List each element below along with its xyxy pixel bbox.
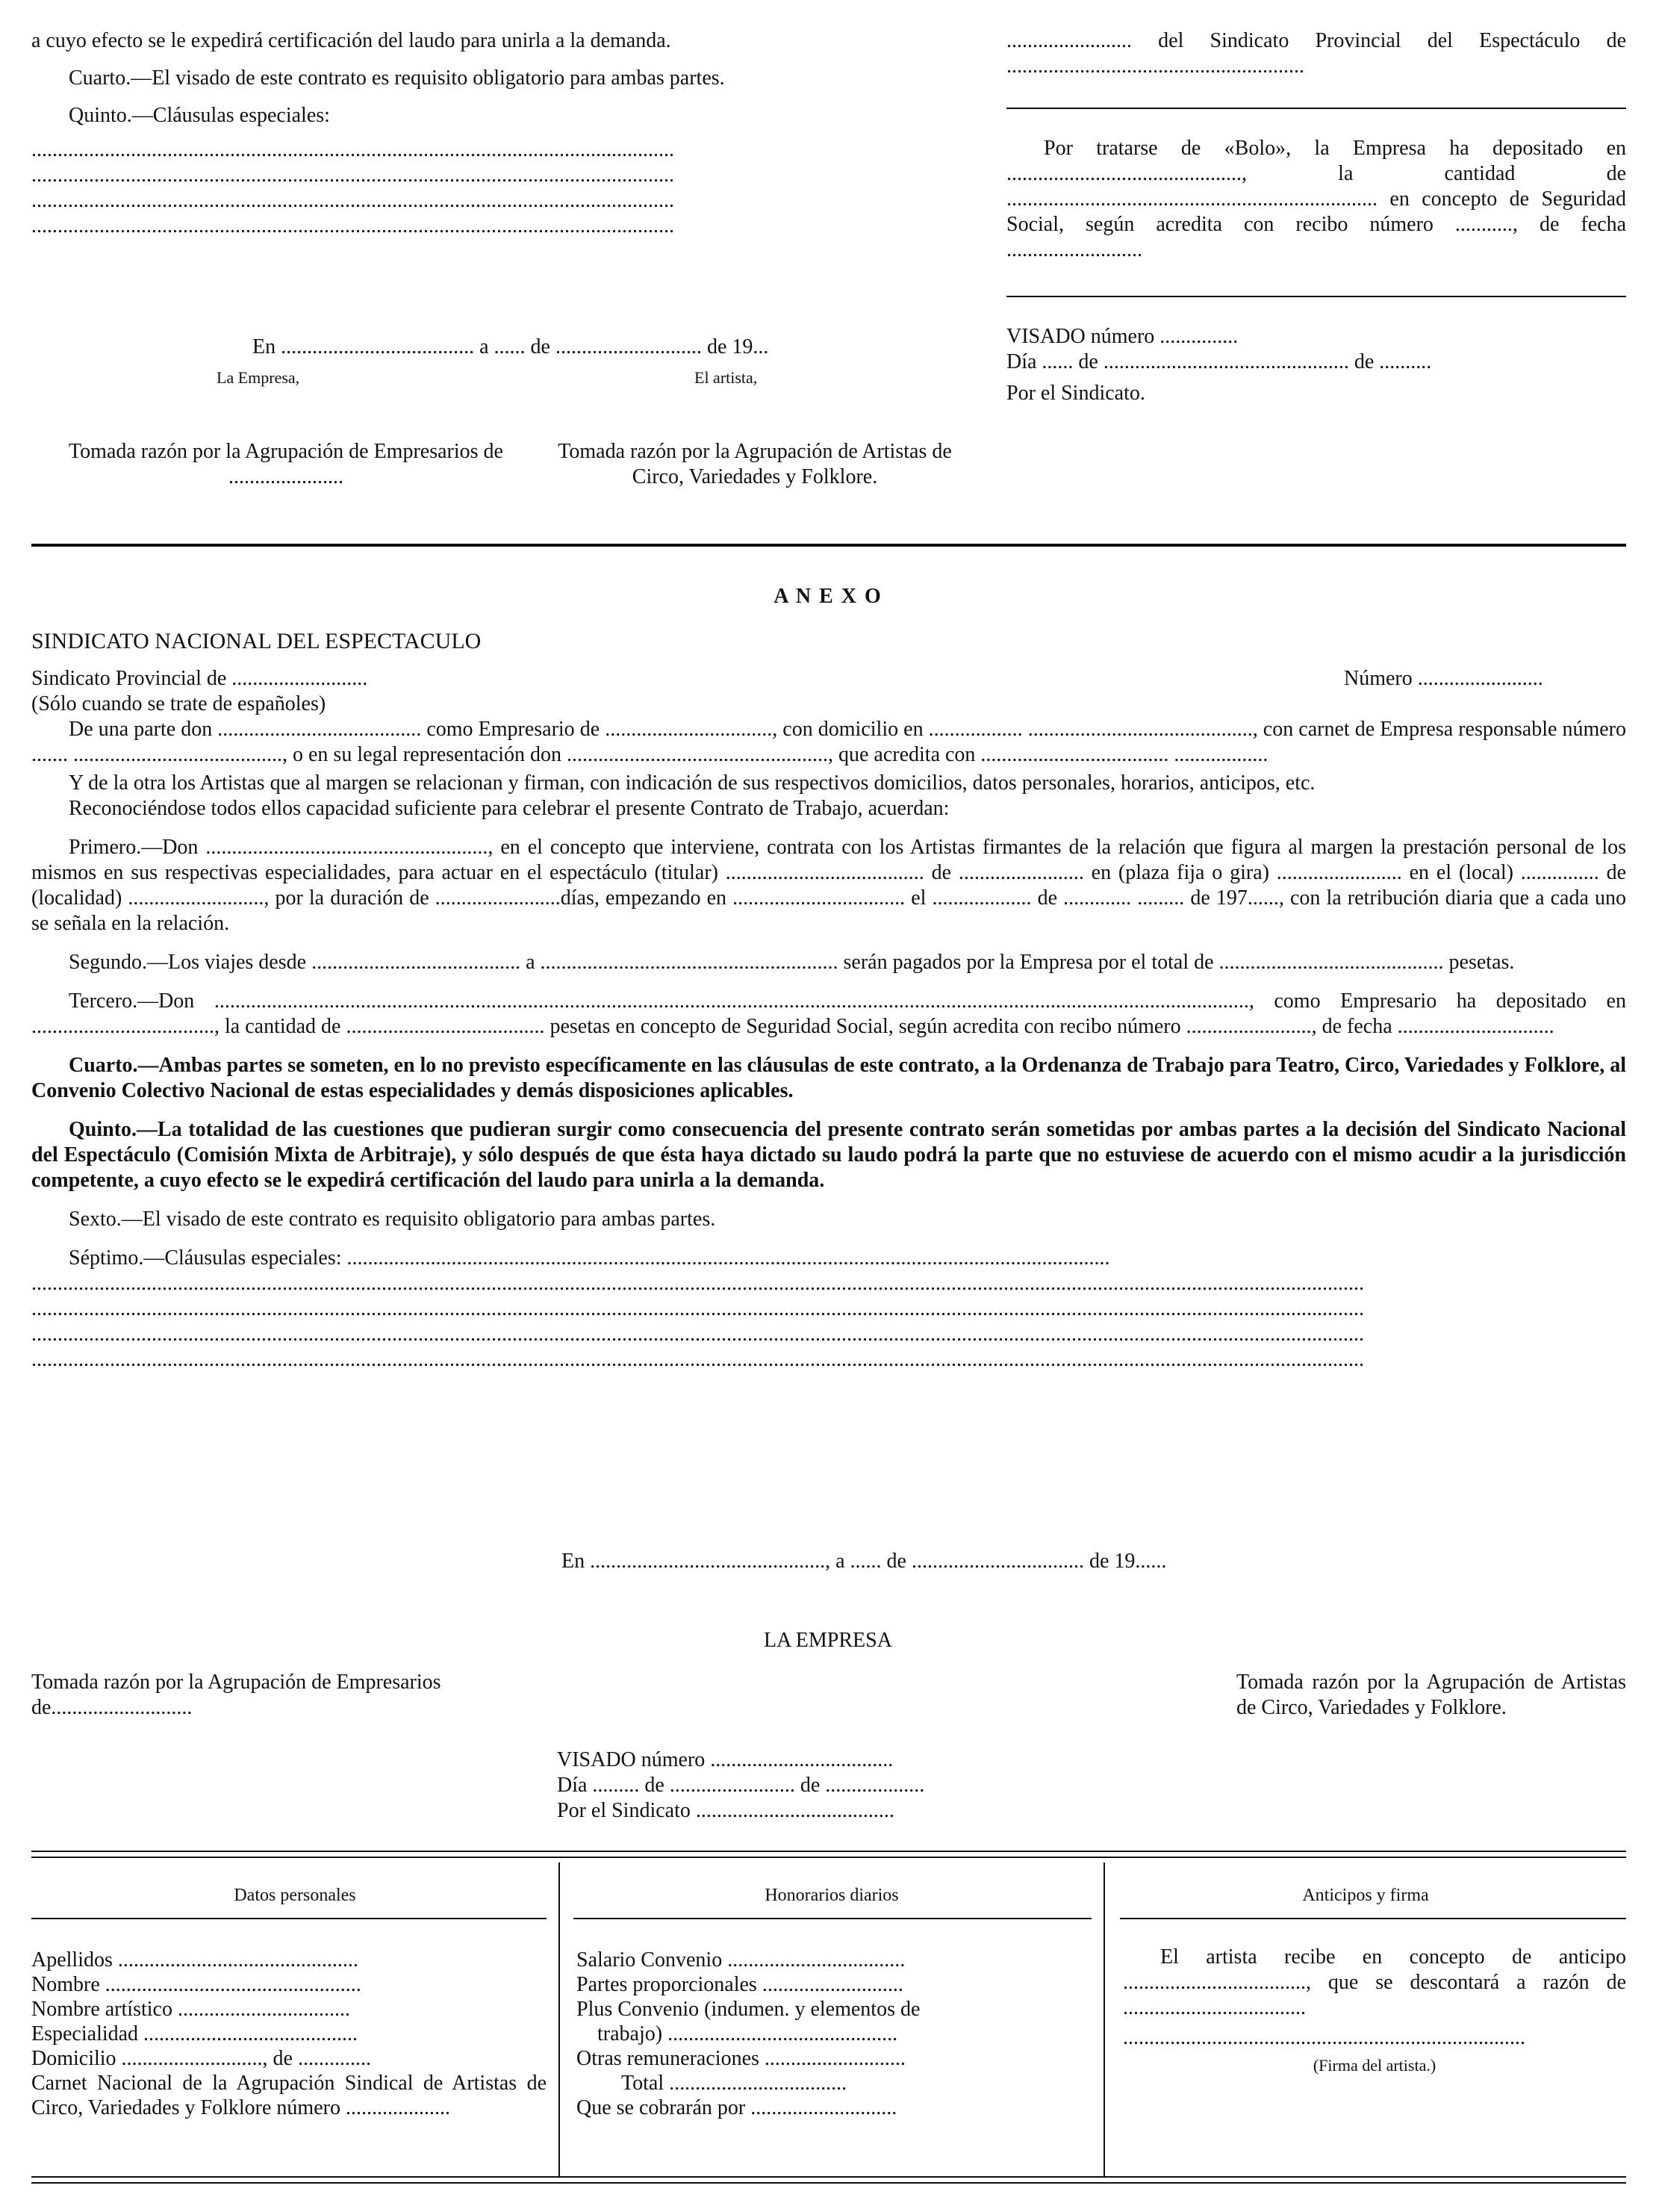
la-empresa-label: LA EMPRESA (764, 1629, 892, 1652)
top-left-column (31, 28, 972, 239)
firma-artista-label: (Firma del artista.) (1313, 2056, 1436, 2075)
date-line-anexo: En ............................................., a ...... de ................................. de 19...... (561, 1550, 1167, 1573)
paragraph-quinto: Quinto.—Cláusulas especiales: (69, 104, 330, 127)
table-top-rule (31, 1851, 1626, 1852)
header-rule (31, 1918, 547, 1919)
dotted-line: ............................................................................. (1123, 2026, 1525, 2049)
paragraph-tercero: Tercero.—Don ......................................................................................................................................................................................................, como Empresario ha depositado en ..................................., la cantidad de ...................................... pesetas en concepto de Seguridad Social, según acredita con recibo número ........................, de fecha .............................. (31, 990, 1626, 1038)
tomada-razon-artistas: Tomada razón por la Agrupación de Artistas de Circo, Variedades y Folklore. (558, 440, 952, 488)
paragraph-septimo: Séptimo.—Cláusulas especiales: .................................................................................................................................................. (69, 1246, 1110, 1270)
field-plus: Plus Convenio (indumen. y elementos de (576, 1998, 921, 2021)
section-separator (31, 544, 1626, 547)
anticipos-column (1123, 1945, 1626, 2076)
datos-personales-column (31, 1948, 547, 2120)
dotted-line: ........................................................................................................................... (31, 214, 674, 237)
paragraph-sexto: Sexto.—El visado de este contrato es requisito obligatorio para ambas partes. (69, 1208, 716, 1231)
field-salario: Salario Convenio .................................. (576, 1948, 906, 1972)
divider (1006, 296, 1626, 297)
dotted-line: ............................................................................................................................................................................................................................................................... (31, 1323, 1364, 1346)
visado-numero: VISADO número ............... (1006, 325, 1239, 348)
dotted-line: ........................................................................................................................... (31, 138, 674, 161)
field-partes: Partes proporcionales ........................... (576, 1973, 903, 1996)
paragraph-bolo: Por tratarse de «Bolo», la Empresa ha depositado en ............................................., la cantidad de ....................................................................... en concepto de Seguridad Social, según acredita con recibo número ..........., de fecha .......................... (1006, 137, 1626, 261)
paragraph-cuarto-anexo: Cuarto.—Ambas partes se someten, en lo no previsto específicamente en las cláusulas de este contrato, a la Ordenanza de Trabajo para Teatro, Circo, Variedades y Folklore, al Convenio Colectivo Nacional de estas especialidades y demás disposiciones aplicables. (31, 1054, 1626, 1102)
table-header-honorarios: Honorarios diarios (765, 1886, 899, 1905)
tomada-razon-empresarios: Tomada razón por la Agrupación de Empresarios de ...................... (69, 440, 503, 488)
field-nombre-artistico: Nombre artístico ................................. (31, 1998, 350, 2021)
field-carnet: Carnet Nacional de la Agrupación Sindical de Artistas de Circo, Variedades y Folklore número .................... (31, 2072, 547, 2119)
table-column-divider (558, 1863, 560, 2176)
paragraph-reconociendose: Reconociéndose todos ellos capacidad suficiente para celebrar el presente Contrato de Trabajo, acuerdan: (69, 797, 950, 820)
solo-espanoles: (Sólo cuando se trate de españoles) (31, 692, 326, 715)
anexo-title: A N E X O (773, 585, 883, 608)
anticipo-text: El artista recibe en concepto de anticipo ..................................., que se descontará a razón de ................................... (1123, 1945, 1626, 2019)
table-header-datos-personales: Datos personales (234, 1886, 356, 1905)
honorarios-column (576, 1948, 1092, 2120)
tomada-razon-artistas-anexo: Tomada razón por la Agrupación de Artistas de Circo, Variedades y Folklore. (1236, 1671, 1626, 1719)
header-rule (1120, 1918, 1626, 1919)
dotted-line: ............................................................................................................................................................................................................................................................... (31, 1348, 1364, 1371)
dotted-line: ........................................................................................................................... (31, 189, 674, 212)
table-bottom-rule (31, 2182, 1626, 2184)
paragraph-quinto-anexo: Quinto.—La totalidad de las cuestiones que pudieran surgir como consecuencia del presente contrato serán sometidas por ambas partes a la decisión del Sindicato Nacional del Espectáculo (Comisión Mixta de Arbitraje), y sólo después de que ésta haya dictado su laudo podrá la parte que no estuviese de acuerdo con el mismo acudir a la jurisdicción competente, a cuyo efecto se le expedirá certificación del laudo para unirla a la demanda. (31, 1118, 1626, 1192)
field-cobraran: Que se cobrarán por ............................ (576, 2096, 897, 2119)
divider (1006, 108, 1626, 109)
dotted-line: ........................................................................................................................... (31, 164, 674, 187)
field-plus-cont: trabajo) ............................................ (597, 2022, 898, 2045)
sindicato-nacional: SINDICATO NACIONAL DEL ESPECTACULO (31, 629, 482, 653)
sindicato-provincial-line: ........................ del Sindicato Provincial del Espectáculo de ......................................................... (1006, 29, 1626, 78)
paragraph-segundo: Segundo.—Los viajes desde ........................................ a ......................................................... serán pagados por la Empresa por el total de ........................................... pesetas. (69, 951, 1515, 974)
field-apellidos: Apellidos .............................................. (31, 1948, 358, 1972)
field-otras: Otras remuneraciones ........................... (576, 2047, 906, 2070)
table-bottom-rule (31, 2176, 1626, 2178)
date-line-top: En ..................................... a ...... de ............................ de 19... (252, 335, 769, 358)
paragraph-primero: Primero.—Don ......................................................, en el concepto que interviene, contrata con los Artistas firmantes de la relación que figura al margen la prestación personal de los mismos en sus respectivas especialidades, para actuar en el espectáculo (titular) ...................................... de ........................ en (plaza fija o gira) ........................ en el (local) ............... de (localidad) .........................., por la duración de ........................días, empezando en ................................. el ................... de ............. ......... de 197......, con la retribución diaria que a cada uno se señala en la relación. (31, 836, 1626, 935)
paragraph-cuarto: Cuarto.—El visado de este contrato es requisito obligatorio para ambas partes. (69, 66, 725, 90)
field-nombre: Nombre ................................................. (31, 1973, 361, 1996)
signature-artista-label: El artista, (694, 368, 758, 387)
paragraph-parte-empresario: De una parte don ....................................... como Empresario de ................................, con domicilio en .................. ..........................................., con carnet de Empresa responsable número ....... ........................................, o en su legal representación don .................................................., que acredita con .................................... .................. (31, 718, 1626, 766)
field-total: Total .................................. (621, 2072, 847, 2095)
tomada-razon-empresarios-anexo: Tomada razón por la Agrupación de Empresarios de........................... (31, 1671, 441, 1719)
dotted-line: ............................................................................................................................................................................................................................................................... (31, 1272, 1364, 1295)
table-column-divider (1104, 1863, 1105, 2176)
anexo-body (31, 717, 1626, 1373)
paragraph-laudo: a cuyo efecto se le expedirá certificación del laudo para unirla a la demanda. (31, 29, 671, 52)
visado-numero-anexo: VISADO número ................................... (557, 1748, 894, 1771)
table-top-rule (31, 1857, 1626, 1858)
visado-dia-anexo: Día ......... de ........................ de ................... (557, 1774, 925, 1797)
paragraph-parte-artistas: Y de la otra los Artistas que al margen se relacionan y firman, con indicación de sus respectivos domicilios, datos personales, horarios, anticipos, etc. (69, 771, 1316, 795)
visado-dia: Día ...... de ............................................... de .......... (1006, 350, 1432, 373)
table-header-anticipos: Anticipos y firma (1302, 1886, 1429, 1905)
visado-sindicato: Por el Sindicato. (1006, 382, 1145, 405)
numero-field: Número ........................ (1344, 667, 1543, 690)
signature-empresa-label: La Empresa, (217, 368, 300, 387)
sindicato-provincial: Sindicato Provincial de .......................... (31, 667, 368, 690)
header-rule (573, 1918, 1092, 1919)
dotted-line: ............................................................................................................................................................................................................................................................... (31, 1297, 1364, 1320)
visado-sindicato-anexo: Por el Sindicato ...................................... (557, 1799, 894, 1822)
field-especialidad: Especialidad ......................................... (31, 2022, 358, 2045)
field-domicilio: Domicilio ..........................., de .............. (31, 2047, 371, 2070)
